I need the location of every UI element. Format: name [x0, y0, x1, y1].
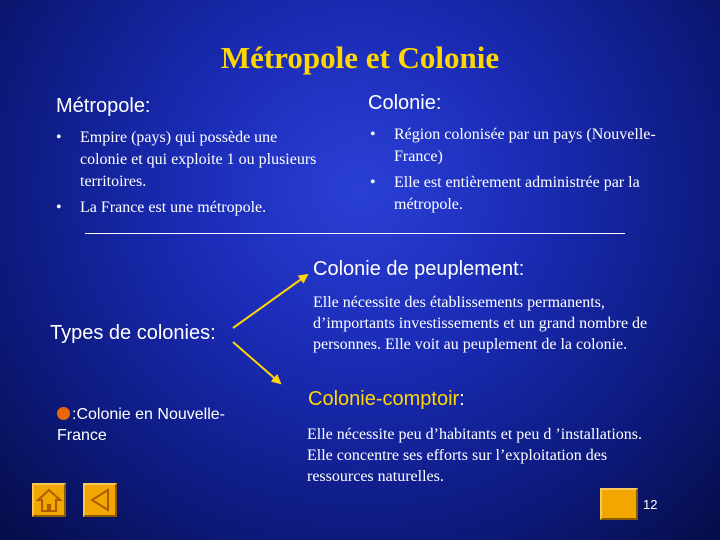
slide-title: Métropole et Colonie — [220, 40, 500, 75]
metropole-list — [52, 127, 322, 219]
legend-dot-icon — [57, 407, 70, 420]
colonie-bullet-2: • Elle est entièrement administrée par la métropole. — [370, 174, 640, 213]
back-triangle-icon — [85, 485, 115, 515]
home-icon — [34, 485, 64, 515]
back-button[interactable] — [83, 483, 117, 517]
colonie-bullet-1: • Région colonisée par un pays (Nouvelle-France) — [370, 126, 656, 165]
divider-line — [85, 233, 625, 234]
page-number: 12 — [643, 497, 658, 512]
colonie-list — [366, 124, 666, 216]
bullet-marker: • — [370, 126, 376, 143]
colonie-heading: Colonie: — [368, 92, 442, 114]
bullet-marker: • — [56, 199, 62, 216]
comptoir-heading: Colonie-comptoir: — [308, 388, 465, 410]
bullet-marker: • — [56, 129, 62, 146]
peuplement-text: Elle nécessite des établissements permanents, d’importants investissements et un grand nombre de personnes. Elle voit au peuplement de la colonie. — [313, 294, 648, 353]
arrow-to-peuplement-icon — [233, 275, 307, 328]
metropole-bullet-2: • La France est une métropole. — [52, 197, 322, 219]
next-button[interactable] — [600, 488, 638, 520]
metropole-heading: Métropole: — [56, 95, 151, 117]
comptoir-heading-label: Colonie-comptoir — [308, 388, 460, 410]
metropole-bullet-1: • Empire (pays) qui possède une colonie et qui exploite 1 ou plusieurs territoires. — [56, 129, 317, 190]
home-button[interactable] — [32, 483, 66, 517]
bullet-marker: • — [370, 174, 376, 191]
arrows — [225, 265, 325, 395]
types-heading: Types de colonies: — [50, 322, 216, 344]
arrow-to-comptoir-icon — [233, 342, 280, 383]
comptoir-text: Elle nécessite peu d’habitants et peu d ’installations. Elle concentre ses efforts sur l’exploitation des ressources naturelles. — [307, 426, 643, 485]
peuplement-heading: Colonie de peuplement: — [313, 258, 525, 280]
legend — [57, 404, 267, 446]
legend-label: :Colonie en Nouvelle-France — [57, 406, 225, 444]
